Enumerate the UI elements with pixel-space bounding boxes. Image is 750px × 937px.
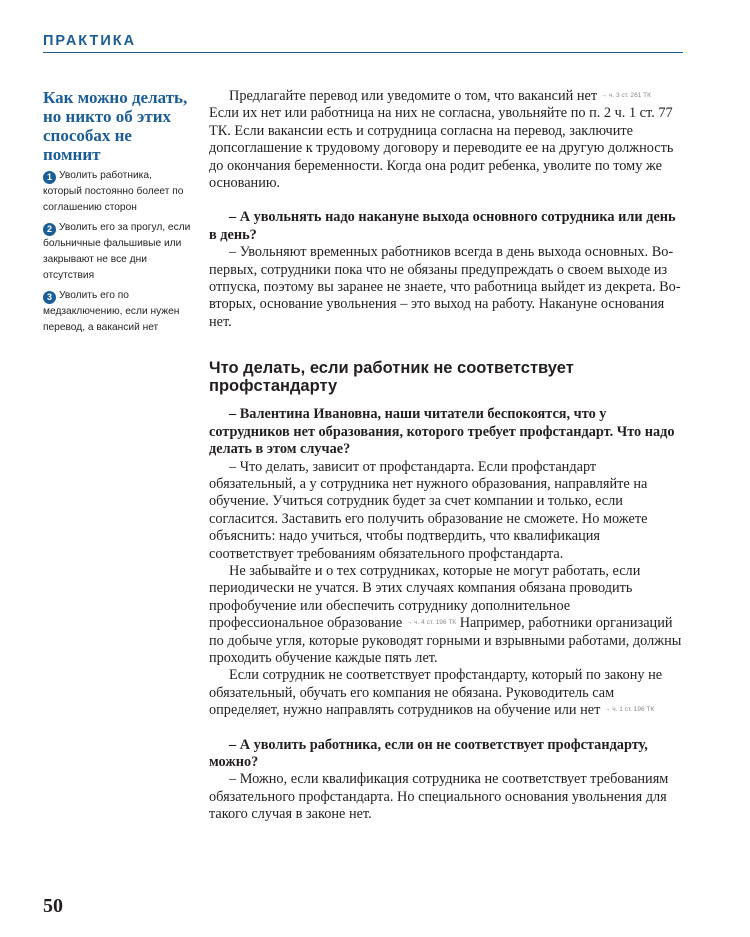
paragraph-text: Предлагайте перевод или уведомите о том, что вакансий нет bbox=[229, 88, 598, 104]
law-reference: → ч. 3 ст. 261 ТК bbox=[600, 92, 651, 99]
paragraph bbox=[209, 563, 684, 667]
section-heading: Что делать, если работник не соответствует профстандарту bbox=[209, 359, 574, 396]
paragraph-text: Например, работники организаций по добыче угля, которые руководят горными и взрывными работами, должны проходить обучение каждые пять лет. bbox=[209, 615, 682, 666]
sidebar-item bbox=[43, 288, 193, 336]
sidebar-item bbox=[43, 168, 193, 216]
sidebar-item-text: Уволить его по медзаключению, если нужен перевод, а вакансий нет bbox=[43, 290, 180, 333]
sidebar-box bbox=[43, 88, 193, 336]
sidebar-item-text: Уволить его за прогул, если больничные фальшивые или закрывают не все дни отсутствия bbox=[43, 222, 191, 281]
answer: – Увольняют временных работников всегда в день выхода основных. Во-первых, сотрудники пока что не обязаны предупреждать о своем выходе из отпуска, поэтому вы заранее не знаете, что работница выйдет из декрета. Во-вторых, основание увольнения – это выход на работу. Накануне основания нет. bbox=[209, 244, 681, 330]
paragraph-text: Если сотрудник не соответствует профстандарту, который по закону не обязательный, обучать его компания не обязана. Руководитель сам определяет, нужно направлять сотрудников на обучение или нет bbox=[209, 667, 663, 719]
answer: – Можно, если квалификация сотрудника не соответствует требованиям обязательного профстандарта. Но специального основания увольнения для такого случая в законе нет. bbox=[209, 771, 669, 823]
answer: – Что делать, зависит от профстандарта. Если профстандарт обязательный, а у сотрудника нет нужного образования, направляйте на обучение. Учиться сотрудник будет за счет компании и только, если согласится. Заставить его получить образование не сможете. Но можете объяснить: надо учиться, чтобы подтвердить, что квалификация соответствует требованиям обязательного профстандарта. bbox=[209, 458, 648, 562]
number-badge-icon: 3 bbox=[43, 291, 56, 304]
law-reference: → ч. 1 ст. 196 ТК bbox=[603, 706, 655, 714]
question: – А уволить работника, если он не соответствует профстандарту, можно? bbox=[209, 736, 648, 770]
paragraph-text: Не забывайте и о тех сотрудниках, которые не могут работать, если периодически не учатся. В этих случаях компания обязана проводить профобучение или обеспечить сотруднику дополнительное профессиональное образование bbox=[209, 562, 641, 632]
paragraph-text: Если их нет или работница на них не согласна, увольняйте по п. 2 ч. 1 ст. 77 ТК. Если вакансии есть и сотрудница согласна на перевод, заключите допсоглашение к трудовому договору и переводите ее на другую должность до окончания беременности. Когда она родит ребенка, уволите по тому же основанию. bbox=[209, 105, 674, 192]
sidebar-title: Как можно делать, но никто об этих способах не помнит bbox=[43, 88, 188, 164]
paragraph bbox=[209, 667, 684, 719]
article-body bbox=[209, 88, 684, 824]
page-number: 50 bbox=[43, 895, 63, 917]
header-divider bbox=[43, 52, 683, 53]
sidebar-item bbox=[43, 220, 193, 284]
paragraph bbox=[209, 88, 684, 192]
question: – А увольнять надо накануне выхода основного сотрудника или день в день? bbox=[209, 209, 676, 243]
number-badge-icon: 2 bbox=[43, 223, 56, 236]
number-badge-icon: 1 bbox=[43, 171, 56, 184]
sidebar-item-text: Уволить работника, который постоянно болеет по соглашению сторон bbox=[43, 170, 184, 213]
law-reference: → ч. 4 ст. 196 ТК bbox=[405, 619, 457, 627]
section-label: ПРАКТИКА bbox=[43, 33, 137, 49]
question: – Валентина Ивановна, наши читатели беспокоятся, что у сотрудников нет образования, которого требует профстандарт. Что надо делать в этом случае? bbox=[209, 406, 675, 458]
